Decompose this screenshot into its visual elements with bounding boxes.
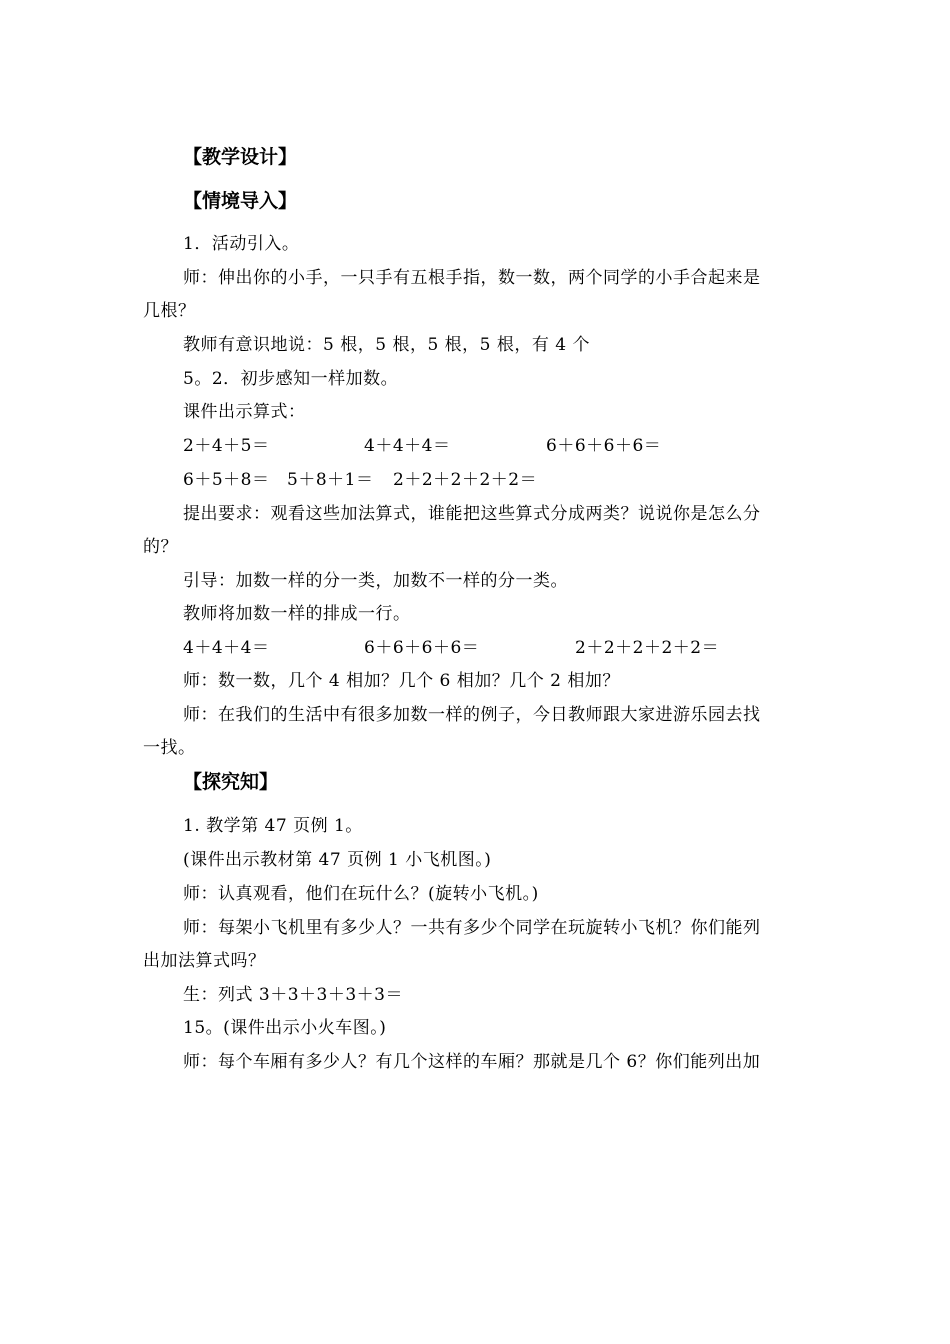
paragraph-life-examples-cont: 一找。: [143, 738, 196, 758]
paragraph-requirement-cont: 的？: [143, 537, 178, 557]
equation: 4＋4＋4＝: [364, 436, 451, 456]
paragraph-life-examples: 师：在我们的生活中有很多加数一样的例子，今日教师跟大家进游乐园去找: [183, 705, 761, 725]
heading-teaching-design: 【教学设计】: [183, 146, 298, 168]
paragraph-activity-intro: 1．活动引入。: [183, 234, 300, 254]
paragraph-plane-question-cont: 出加法算式吗？: [143, 951, 266, 971]
paragraph-teacher-hands-cont: 几根？: [143, 301, 196, 321]
equation: 2＋2＋2＋2＋2＝: [575, 638, 720, 658]
paragraph-teacher-says: 教师有意识地说：5 根，5 根，5 根，5 根，有 4 个: [183, 335, 591, 355]
paragraph-teacher-hands: 师：伸出你的小手，一只手有五根手指，数一数，两个同学的小手合起来是: [183, 268, 761, 288]
equation: 2＋2＋2＋2＋2＝: [393, 470, 538, 490]
equation: 4＋4＋4＝: [183, 638, 270, 658]
paragraph-count-addends: 师：数一数，几个 4 相加？几个 6 相加？几个 2 相加？: [183, 671, 620, 691]
equation: 6＋6＋6＋6＝: [546, 436, 662, 456]
paragraph-courseware-equations: 课件出示算式：: [183, 402, 306, 422]
paragraph-requirement: 提出要求：观看这些加法算式，谁能把这些算式分成两类？说说你是怎么分: [183, 504, 761, 524]
paragraph-observe: 师：认真观看，他们在玩什么？(旋转小飞机。): [183, 884, 539, 904]
equation: 6＋5＋8＝: [183, 470, 270, 490]
heading-explore: 【探究知】: [183, 771, 279, 793]
paragraph-courseware-plane: (课件出示教材第 47 页例 1 小飞机图。): [183, 850, 492, 870]
equation: 5＋8＋1＝: [287, 470, 374, 490]
paragraph-plane-question: 师：每架小飞机里有多少人？一共有多少个同学在玩旋转小飞机？你们能列: [183, 918, 761, 938]
paragraph-initial-perception: 5。2．初步感知一样加数。: [183, 369, 399, 389]
paragraph-example-1: 1. 教学第 47 页例 1。: [183, 816, 363, 836]
paragraph-teacher-arranges: 教师将加数一样的排成一行。: [183, 604, 411, 624]
paragraph-train-question: 师：每个车厢有多少人？有几个这样的车厢？那就是几个 6？你们能列出加: [183, 1052, 761, 1072]
paragraph-guidance: 引导：加数一样的分一类，加数不一样的分一类。: [183, 571, 568, 591]
heading-scenario-intro: 【情境导入】: [183, 190, 298, 212]
equation: 2＋4＋5＝: [183, 436, 270, 456]
equation: 6＋6＋6＋6＝: [364, 638, 480, 658]
paragraph-courseware-train: 15。(课件出示小火车图。): [183, 1018, 387, 1038]
paragraph-student-equation: 生：列式 3＋3＋3＋3＋3＝: [183, 985, 403, 1005]
